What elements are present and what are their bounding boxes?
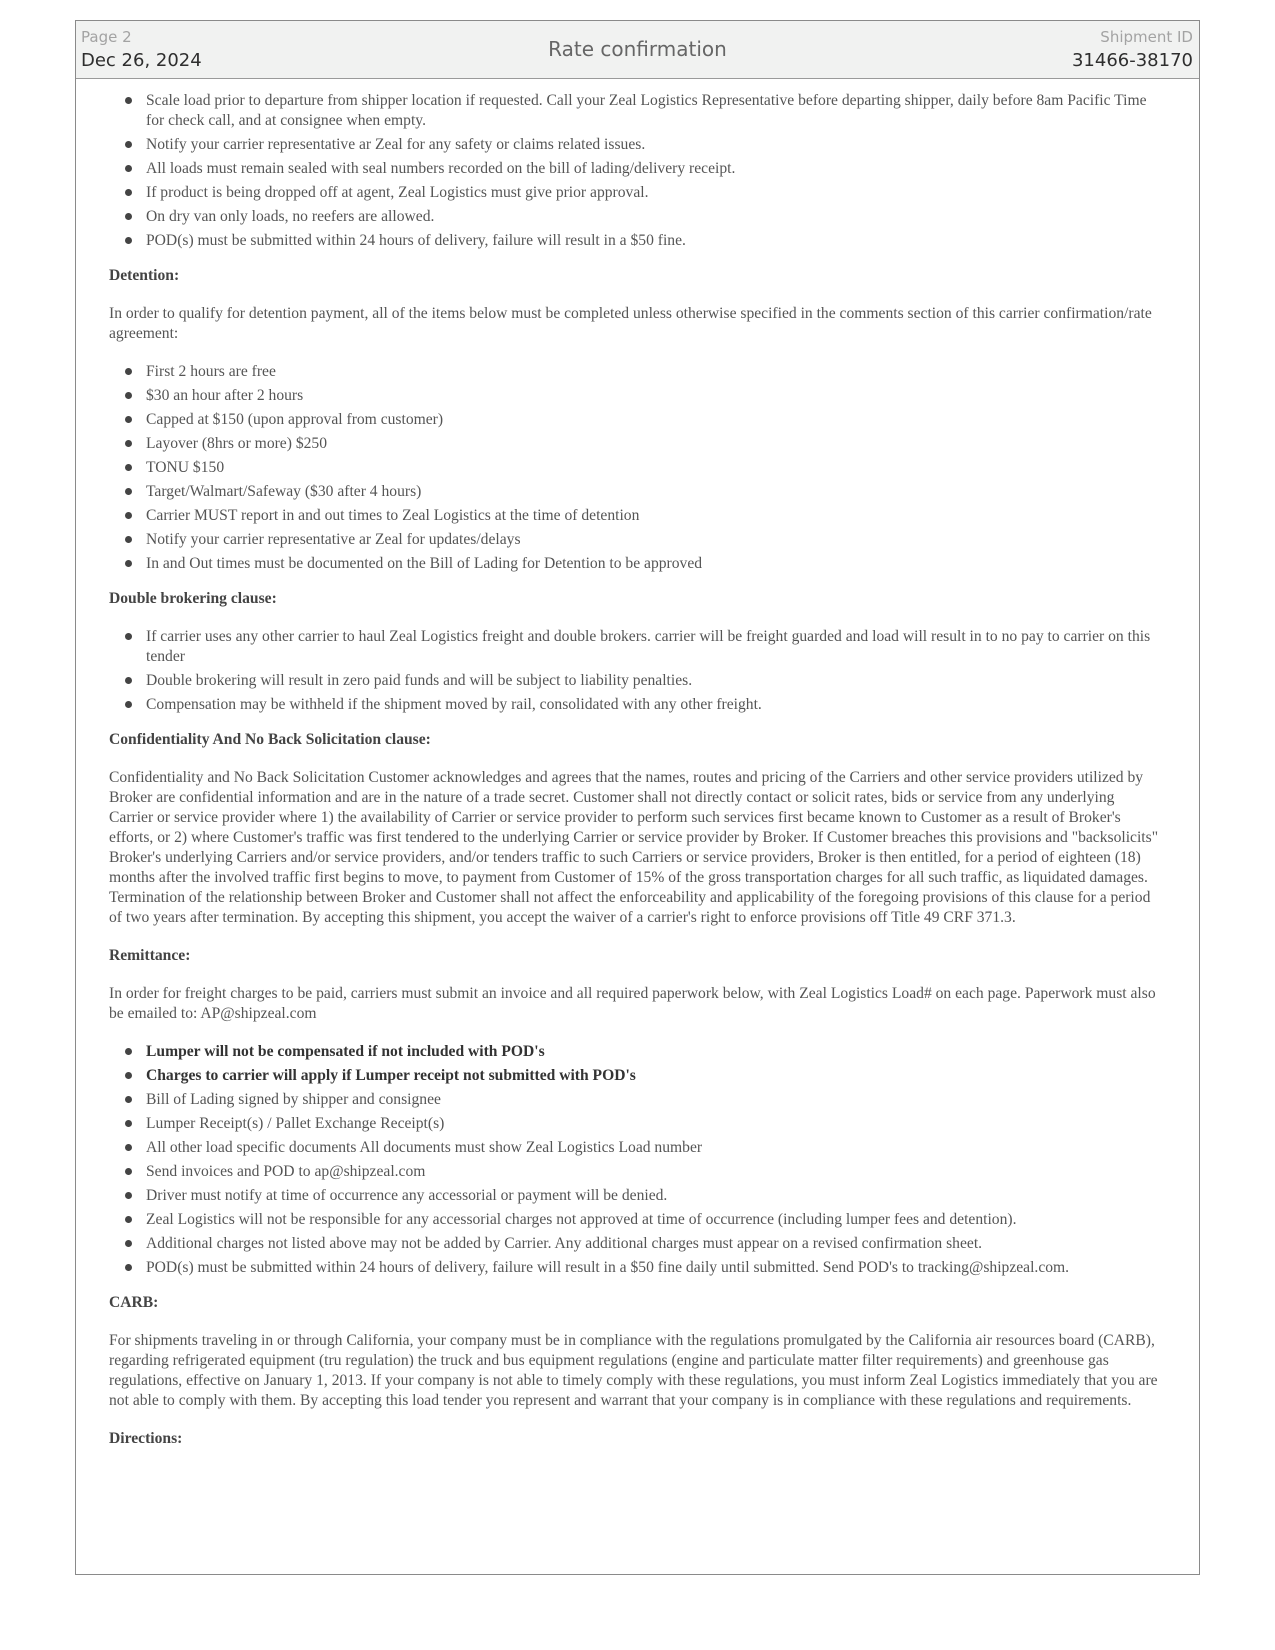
list-item: Scale load prior to departure from shipper location if requested. Call your Zeal Logistics Representative before departing shipper, daily before 8am Pacific Time for check call, and at consignee when empty. [146, 91, 1161, 131]
double-brokering-list [109, 627, 1161, 715]
list-item: In and Out times must be documented on the Bill of Lading for Detention to be approved [146, 554, 1161, 574]
confidentiality-heading: Confidentiality And No Back Solicitation clause: [109, 731, 431, 748]
remittance-heading: Remittance: [109, 947, 191, 964]
document-title: Rate confirmation [548, 37, 727, 61]
list-item: Bill of Lading signed by shipper and consignee [146, 1090, 1161, 1110]
page-header [76, 21, 1199, 79]
shipment-id-label: Shipment ID [1100, 28, 1193, 46]
document-date: Dec 26, 2024 [81, 50, 202, 71]
list-item: First 2 hours are free [146, 362, 1161, 382]
list-item: Layover (8hrs or more) $250 [146, 434, 1161, 454]
list-item: TONU $150 [146, 458, 1161, 478]
header-right [1072, 27, 1193, 71]
double-brokering-heading: Double brokering clause: [109, 590, 277, 607]
list-item: Zeal Logistics will not be responsible for any accessorial charges not approved at time of occurrence (including lumper fees and detention). [146, 1210, 1161, 1230]
list-item: All loads must remain sealed with seal numbers recorded on the bill of lading/delivery receipt. [146, 159, 1161, 179]
list-item-bold: Lumper will not be compensated if not included with POD's [146, 1042, 1161, 1062]
list-item: Carrier MUST report in and out times to Zeal Logistics at the time of detention [146, 506, 1161, 526]
list-item-bold: Charges to carrier will apply if Lumper receipt not submitted with POD's [146, 1066, 1161, 1086]
remittance-text: In order for freight charges to be paid, carriers must submit an invoice and all required paperwork below, with Zeal Logistics Load# on each page. Paperwork must also be emailed to: AP@shipzeal.com [109, 985, 1156, 1022]
document-body [76, 79, 1199, 1449]
list-item: Notify your carrier representative ar Zeal for updates/delays [146, 530, 1161, 550]
page-number: Page 2 [81, 28, 132, 46]
carb-heading: CARB: [109, 1294, 159, 1311]
list-item: Additional charges not listed above may not be added by Carrier. Any additional charges must appear on a revised confirmation sheet. [146, 1234, 1161, 1254]
list-item: Compensation may be withheld if the shipment moved by rail, consolidated with any other freight. [146, 695, 1161, 715]
intro-list [109, 91, 1161, 251]
shipment-id: 31466-38170 [1071, 50, 1193, 71]
detention-text: In order to qualify for detention payment, all of the items below must be completed unless otherwise specified in the comments section of this carrier confirmation/rate agreement: [109, 305, 1152, 342]
list-item: $30 an hour after 2 hours [146, 386, 1161, 406]
list-item: Double brokering will result in zero paid funds and will be subject to liability penalties. [146, 671, 1161, 691]
list-item: If product is being dropped off at agent, Zeal Logistics must give prior approval. [146, 183, 1161, 203]
list-item: On dry van only loads, no reefers are allowed. [146, 207, 1161, 227]
list-item: All other load specific documents All documents must show Zeal Logistics Load number [146, 1138, 1161, 1158]
list-item: Capped at $150 (upon approval from customer) [146, 410, 1161, 430]
list-item: Target/Walmart/Safeway ($30 after 4 hours) [146, 482, 1161, 502]
list-item: If carrier uses any other carrier to haul Zeal Logistics freight and double brokers. carrier will be freight guarded and load will result in to no pay to carrier on this tender [146, 627, 1161, 667]
list-item: Notify your carrier representative ar Zeal for any safety or claims related issues. [146, 135, 1161, 155]
list-item: Lumper Receipt(s) / Pallet Exchange Receipt(s) [146, 1114, 1161, 1134]
list-item: POD(s) must be submitted within 24 hours of delivery, failure will result in a $50 fine. [146, 231, 1161, 251]
list-item: Driver must notify at time of occurrence any accessorial or payment will be denied. [146, 1186, 1161, 1206]
confidentiality-text: Confidentiality and No Back Solicitation Customer acknowledges and agrees that the names, routes and pricing of the Carriers and other service providers utilized by Broker are confidential information and are in the nature of a trade secret. Customer shall not directly contact or solicit rates, bids or service from any underlying Carrier or service provider where 1) the availability of Carrier or service provider to perform such services first became known to Customer as a result of Broker's efforts, or 2) where Customer's traffic was first tendered to the underlying Carrier or service provider by Broker. If Customer breaches this provisions and "backsolicits" Broker's underlying Carriers and/or service providers, and/or tenders traffic to such Carriers or service providers, Broker is then entitled, for a period of eighteen (18) months after the involved traffic first begins to move, to payment from Customer of 15% of the gross transportation charges for all such traffic, as liquidated damages. Termination of the relationship between Broker and Customer shall not affect the enforceability and applicability of the foregoing provisions of this clause for a period of two years after termination. By accepting this shipment, you accept the waiver of a carrier's right to enforce provisions off Title 49 CRF 371.3. [109, 769, 1159, 926]
detention-heading: Detention: [109, 267, 180, 284]
directions-heading: Directions: [109, 1430, 183, 1447]
remittance-list [109, 1042, 1161, 1278]
list-item: POD(s) must be submitted within 24 hours of delivery, failure will result in a $50 fine daily until submitted. Send POD's to tracking@shipzeal.com. [146, 1258, 1161, 1278]
detention-list [109, 362, 1161, 574]
carb-text: For shipments traveling in or through California, your company must be in compliance with the regulations promulgated by the California air resources board (CARB), regarding refrigerated equipment (tru regulation) the truck and bus equipment regulations (engine and particulate matter filter requirements) and greenhouse gas regulations, effective on January 1, 2013. If your company is not able to timely comply with these regulations, you must inform Zeal Logistics immediately that you are not able to comply with them. By accepting this load tender you represent and warrant that your company is in compliance with these regulations and requirements. [109, 1332, 1158, 1409]
document-page [75, 20, 1200, 1575]
list-item: Send invoices and POD to ap@shipzeal.com [146, 1162, 1161, 1182]
